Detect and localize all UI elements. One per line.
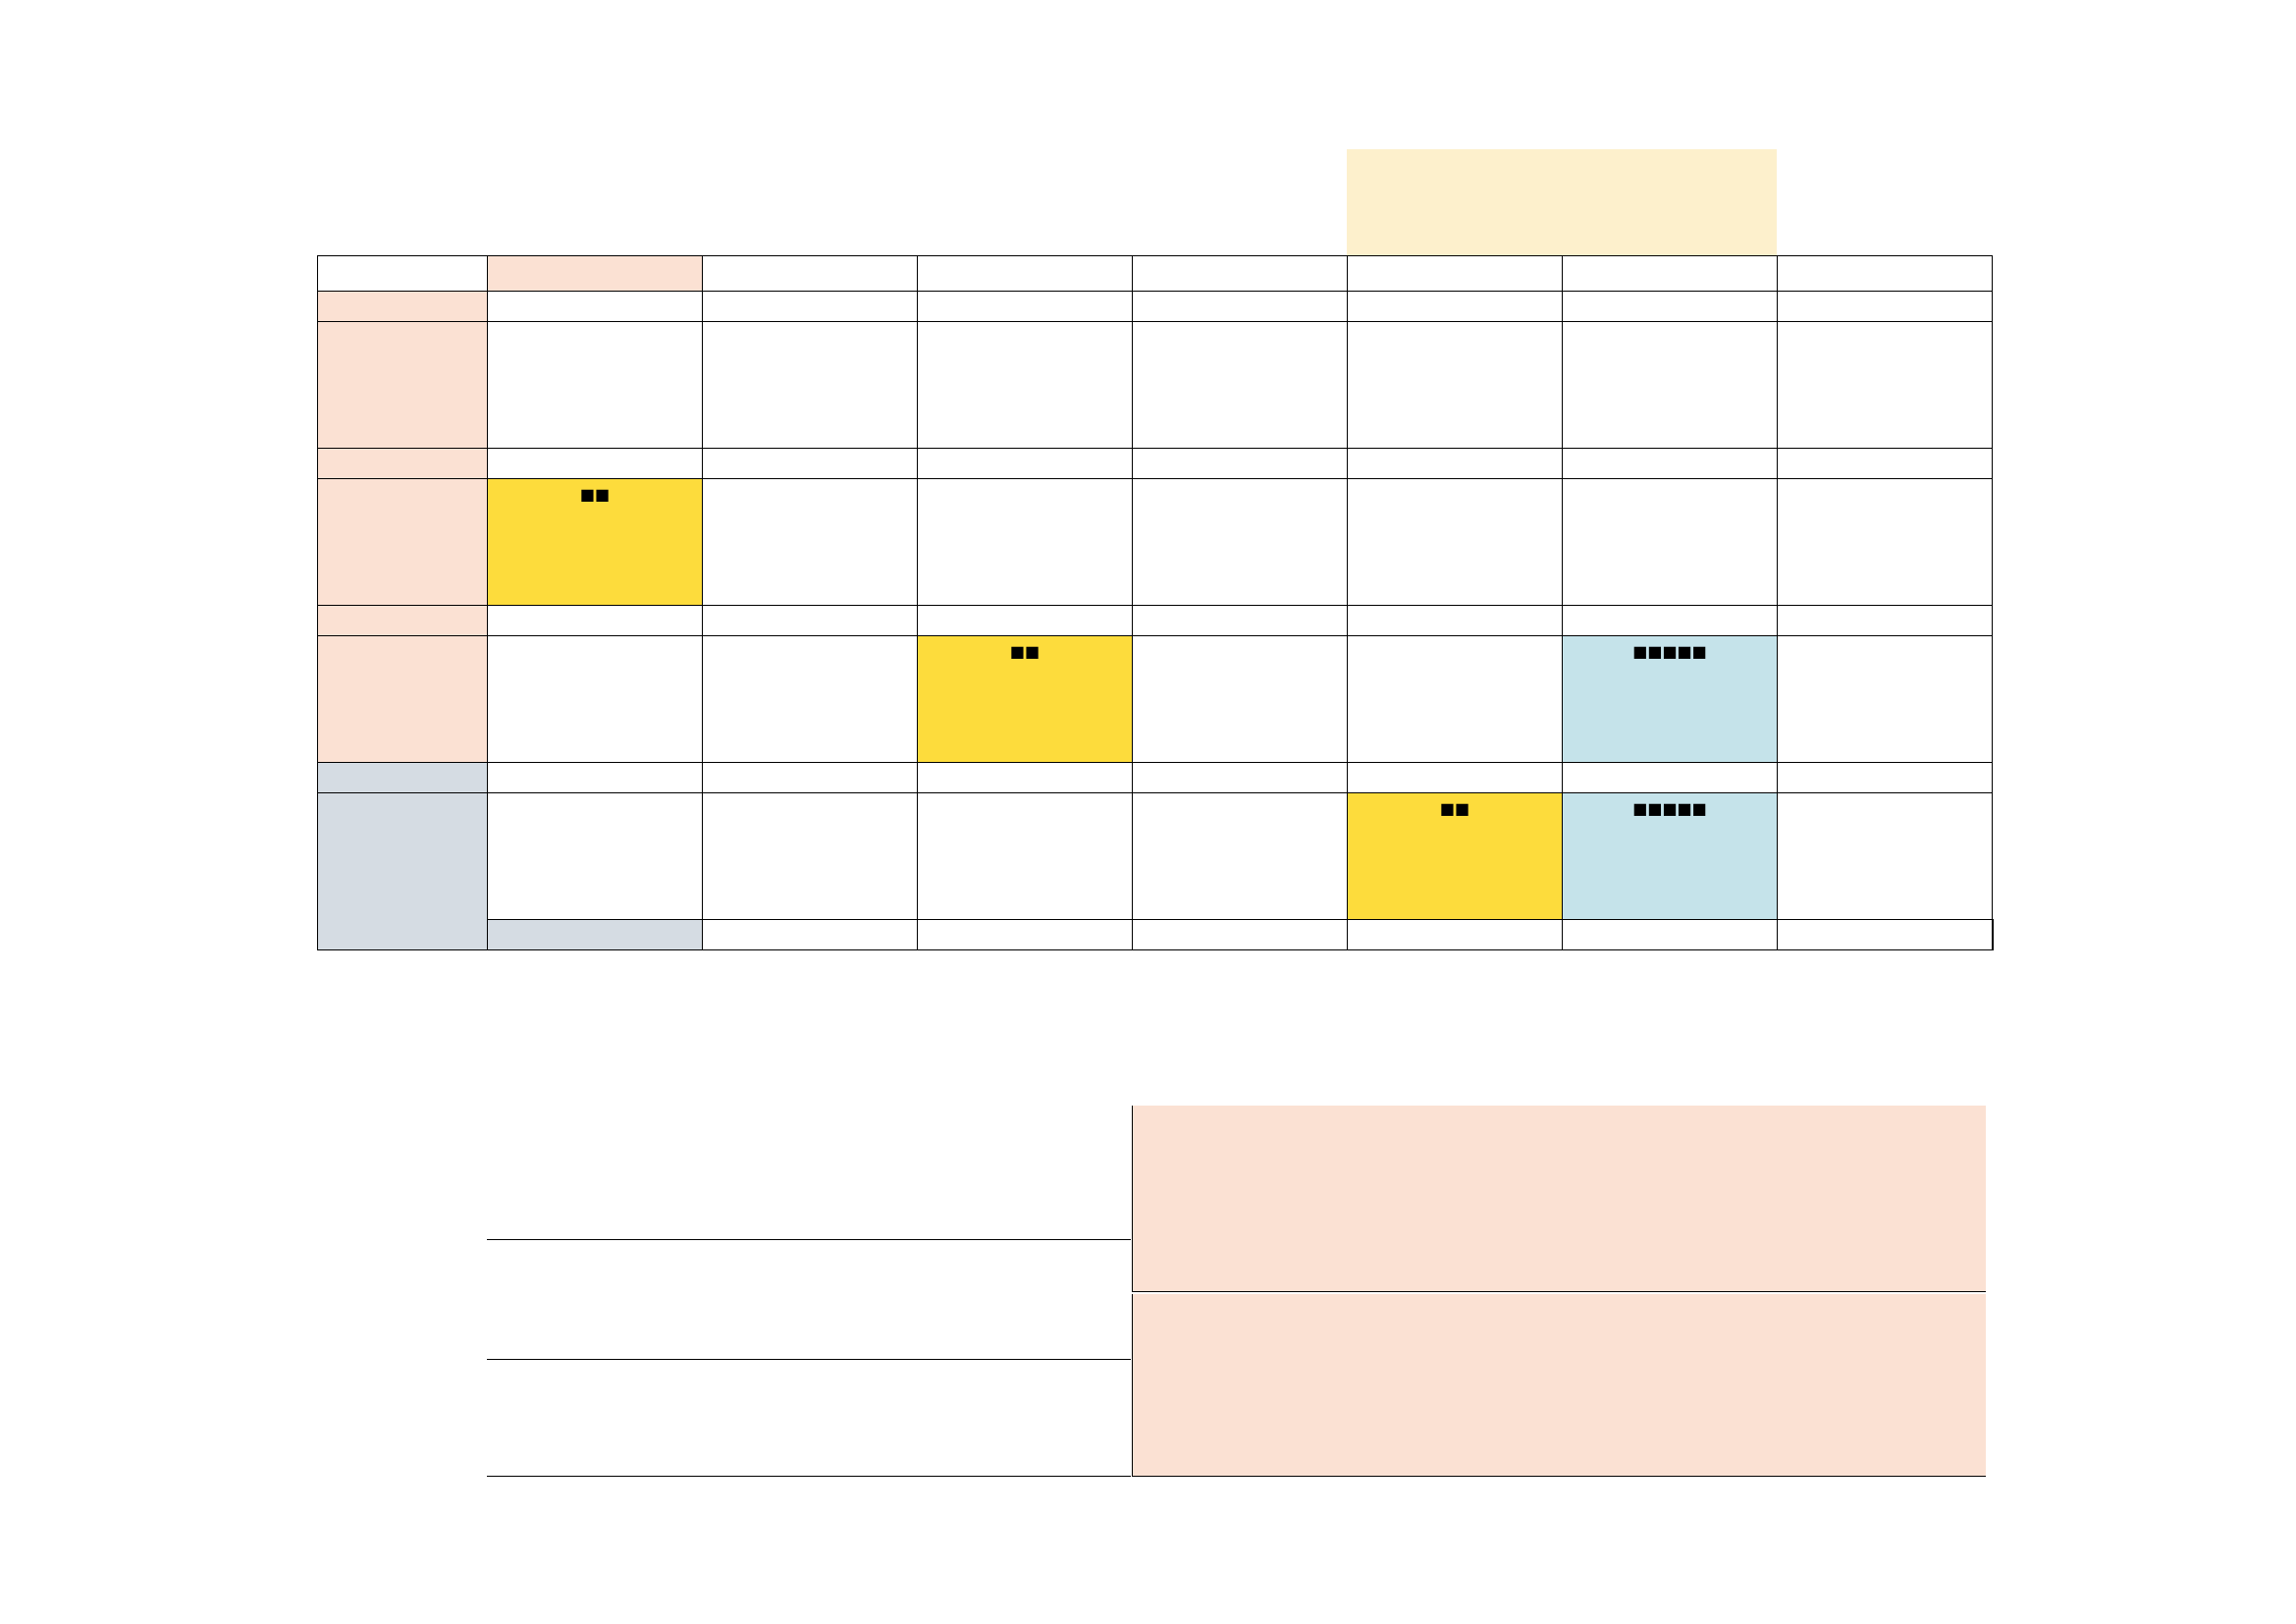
lucky-directions xyxy=(1778,856,1992,888)
day-cell xyxy=(1133,322,1348,449)
calendar-grid xyxy=(317,255,1994,950)
day-cell xyxy=(703,322,918,449)
day-number xyxy=(1133,606,1348,636)
day-status xyxy=(1563,479,1777,511)
day-cell xyxy=(1563,322,1778,449)
unlucky-directions xyxy=(1348,416,1562,448)
day-status xyxy=(918,793,1132,825)
lucky-directions xyxy=(703,856,917,888)
day-number xyxy=(1133,449,1348,479)
day-cell xyxy=(918,793,1133,920)
day-status xyxy=(1348,636,1562,668)
row-label xyxy=(318,292,488,322)
day-cell xyxy=(918,636,1133,763)
day-kanshi xyxy=(1133,825,1347,856)
unlucky-directions xyxy=(703,573,917,605)
day-kanshi xyxy=(1778,353,1992,385)
side-tsukikichi xyxy=(318,479,488,606)
day-kanshi xyxy=(1563,511,1777,542)
weekday-header xyxy=(1563,256,1778,292)
unlucky-directions xyxy=(918,731,1132,762)
unlucky-directions xyxy=(918,888,1132,919)
day-number xyxy=(918,763,1133,793)
row-label xyxy=(488,920,703,950)
day-number xyxy=(1778,449,1993,479)
row-label xyxy=(318,449,488,479)
day-number xyxy=(1993,920,1994,950)
day-cell xyxy=(1563,793,1778,920)
day-status xyxy=(1563,322,1777,353)
day-number xyxy=(1133,292,1348,322)
lucky-directions xyxy=(1133,856,1347,888)
day-number xyxy=(703,292,918,322)
unlucky-directions xyxy=(703,731,917,762)
day-number xyxy=(1778,763,1993,793)
day-status xyxy=(1133,793,1347,825)
day-status xyxy=(488,636,702,668)
day-cell xyxy=(1778,322,1993,449)
unlucky-directions xyxy=(1348,888,1562,919)
day-number xyxy=(488,606,703,636)
unlucky-directions xyxy=(1778,416,1992,448)
day-kanshi xyxy=(488,668,702,699)
unlucky-directions xyxy=(703,888,917,919)
lucky-directions xyxy=(1563,542,1777,573)
lucky-directions xyxy=(918,699,1132,731)
day-cell xyxy=(1563,479,1778,606)
day-number xyxy=(1348,763,1563,793)
lucky-directions xyxy=(918,542,1132,573)
day-cell xyxy=(488,793,703,920)
day-cell xyxy=(703,636,918,763)
day-kanshi xyxy=(1778,825,1992,856)
lucky-directions xyxy=(1563,856,1777,888)
weekday-header xyxy=(1348,256,1563,292)
lucky-directions xyxy=(488,856,702,888)
day-status xyxy=(488,479,702,511)
lucky-directions xyxy=(1563,699,1777,731)
weekday-header xyxy=(1778,256,1993,292)
day-status xyxy=(1563,793,1777,825)
unlucky-directions xyxy=(488,888,702,919)
day-status xyxy=(918,636,1132,668)
day-cell xyxy=(1133,793,1348,920)
lucky-directions xyxy=(1778,385,1992,416)
day-kanshi xyxy=(918,668,1132,699)
lucky-directions xyxy=(488,542,702,573)
lucky-directions xyxy=(703,699,917,731)
day-kanshi xyxy=(703,511,917,542)
unlucky-directions xyxy=(1133,731,1347,762)
day-cell xyxy=(1778,793,1993,920)
lucky-directions xyxy=(1348,542,1562,573)
remarks xyxy=(487,1359,1131,1477)
day-cell xyxy=(703,479,918,606)
lucky-directions xyxy=(1563,385,1777,416)
lucky-directions xyxy=(1348,385,1562,416)
day-kanshi xyxy=(1133,511,1347,542)
day-status xyxy=(1348,479,1562,511)
day-cell xyxy=(703,793,918,920)
side-nenkichi xyxy=(318,322,488,449)
fortune-squares: ■■■■■ xyxy=(1632,799,1707,818)
day-number xyxy=(918,449,1133,479)
day-status xyxy=(488,793,702,825)
day-status xyxy=(703,636,917,668)
day-kanshi xyxy=(1133,668,1347,699)
lucky-directions xyxy=(703,542,917,573)
day-status xyxy=(1563,636,1777,668)
fortune-squares: ■■ xyxy=(579,485,611,504)
side-nendai xyxy=(318,793,488,950)
day-status xyxy=(1778,322,1992,353)
unlucky-directions xyxy=(1348,573,1562,605)
unlucky-directions xyxy=(488,573,702,605)
day-cell xyxy=(488,636,703,763)
unlucky-directions xyxy=(488,731,702,762)
day-number xyxy=(488,449,703,479)
day-number xyxy=(488,763,703,793)
day-number xyxy=(1133,763,1348,793)
unlucky-directions xyxy=(1133,888,1347,919)
day-kanshi xyxy=(703,668,917,699)
day-kanshi xyxy=(1778,511,1992,542)
day-kanshi xyxy=(1778,668,1992,699)
day-number xyxy=(1778,920,1993,950)
fortune-squares: ■■ xyxy=(1009,642,1041,661)
day-cell xyxy=(1348,636,1563,763)
lucky-directions xyxy=(1778,699,1992,731)
day-number xyxy=(1563,449,1778,479)
lucky-directions xyxy=(918,856,1132,888)
day-cell xyxy=(1348,322,1563,449)
day-cell xyxy=(1563,636,1778,763)
month-day-common-directions xyxy=(1132,1106,1986,1292)
weekday-header xyxy=(918,256,1133,292)
day-kanshi xyxy=(488,511,702,542)
day-cell xyxy=(1778,636,1993,763)
day-status xyxy=(1778,636,1992,668)
unlucky-directions xyxy=(1348,731,1562,762)
unlucky-directions xyxy=(1778,573,1992,605)
day-number xyxy=(1778,292,1993,322)
corner-cell xyxy=(318,256,488,292)
day-status xyxy=(703,479,917,511)
day-kanshi xyxy=(1563,353,1777,385)
unlucky-directions xyxy=(1563,731,1777,762)
day-number xyxy=(1348,292,1563,322)
day-number xyxy=(918,920,1133,950)
day-number xyxy=(1348,606,1563,636)
side-kyotsu xyxy=(318,636,488,763)
day-kanshi xyxy=(1348,825,1562,856)
day-cell xyxy=(1348,479,1563,606)
calendar-title xyxy=(1347,149,1777,255)
day-kanshi xyxy=(1348,353,1562,385)
day-kanshi xyxy=(488,825,702,856)
day-number xyxy=(703,920,918,950)
weekday-header xyxy=(488,256,703,292)
day-number xyxy=(1778,606,1993,636)
day-cell xyxy=(1133,636,1348,763)
day-kanshi xyxy=(918,825,1132,856)
day-number xyxy=(918,606,1133,636)
day-status xyxy=(1133,479,1347,511)
day-cell xyxy=(1348,793,1563,920)
day-status xyxy=(918,479,1132,511)
day-kanshi xyxy=(1348,668,1562,699)
lucky-directions xyxy=(488,699,702,731)
row-label xyxy=(318,606,488,636)
day-status xyxy=(1133,636,1347,668)
row-label xyxy=(318,763,488,793)
day-number xyxy=(488,292,703,322)
day-cell xyxy=(1133,479,1348,606)
day-status xyxy=(1778,479,1992,511)
day-number xyxy=(1348,920,1563,950)
day-kanshi xyxy=(1348,511,1562,542)
weekday-header xyxy=(1133,256,1348,292)
day-status xyxy=(1348,322,1562,353)
day-kanshi xyxy=(703,825,917,856)
day-kanshi xyxy=(1563,825,1777,856)
day-number xyxy=(703,449,918,479)
day-number xyxy=(1563,292,1778,322)
day-number xyxy=(1563,920,1778,950)
unlucky-directions xyxy=(1563,888,1777,919)
day-number xyxy=(1348,449,1563,479)
unlucky-directions xyxy=(1778,888,1992,919)
fortune-squares: ■■ xyxy=(1439,799,1470,818)
day-cell xyxy=(918,479,1133,606)
day-number xyxy=(703,606,918,636)
day-cell xyxy=(488,479,703,606)
lucky-directions xyxy=(1348,856,1562,888)
day-status xyxy=(1778,793,1992,825)
day-kanshi xyxy=(1563,668,1777,699)
day-number xyxy=(1563,606,1778,636)
fortune-squares: ■■■■■ xyxy=(1632,642,1707,661)
monthly-fortune xyxy=(487,1239,1131,1355)
day-kanshi xyxy=(918,511,1132,542)
day-cell xyxy=(918,322,1133,449)
lucky-directions xyxy=(1133,542,1347,573)
unlucky-directions xyxy=(1133,573,1347,605)
day-status xyxy=(1348,793,1562,825)
unlucky-directions xyxy=(1563,416,1777,448)
day-cell xyxy=(488,322,703,449)
lucky-directions xyxy=(1778,542,1992,573)
lucky-directions xyxy=(1133,699,1347,731)
unlucky-directions xyxy=(1778,731,1992,762)
weekday-header xyxy=(703,256,918,292)
lucky-directions xyxy=(1348,699,1562,731)
day-number xyxy=(1133,920,1348,950)
day-cell xyxy=(1778,479,1993,606)
day-number xyxy=(918,292,1133,322)
day-number xyxy=(1563,763,1778,793)
day-status xyxy=(703,793,917,825)
unlucky-directions xyxy=(1563,573,1777,605)
year-month-day-great-directions xyxy=(1132,1294,1986,1477)
unlucky-directions xyxy=(918,573,1132,605)
day-number xyxy=(703,763,918,793)
